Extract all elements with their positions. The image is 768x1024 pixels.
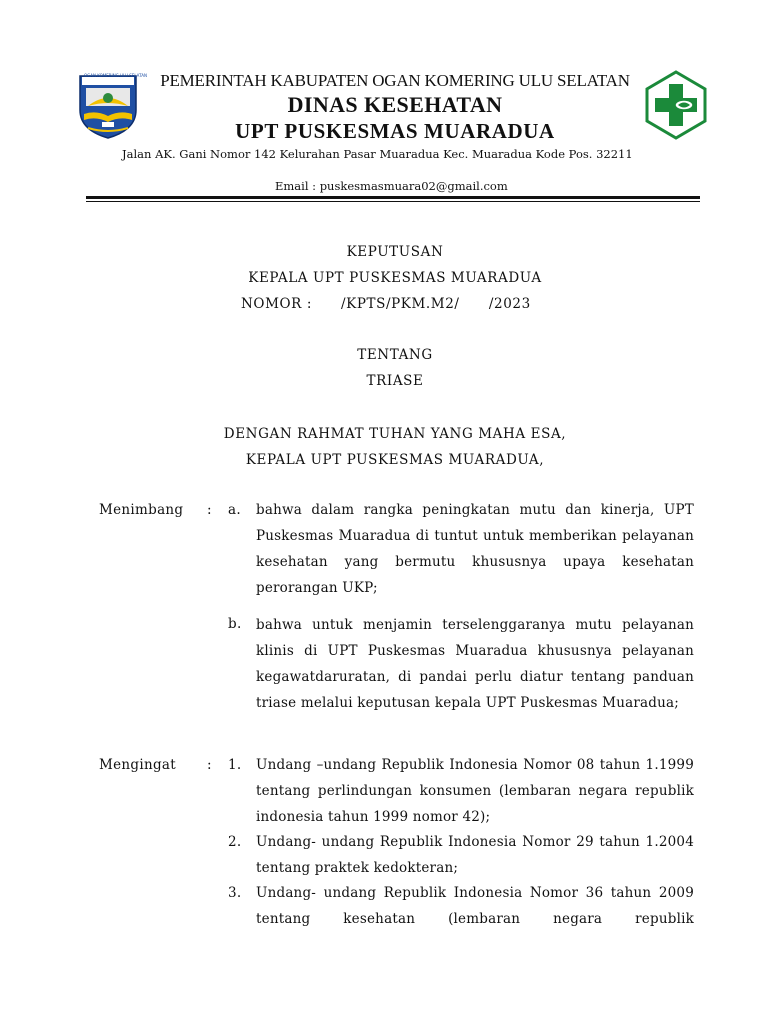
unit-name: UPT PUSKESMAS MUARADUA <box>235 119 555 143</box>
menimbang-marker-b: b. <box>228 616 242 632</box>
menimbang-colon: : <box>207 502 212 518</box>
number-value: /KPTS/PKM.M2/ /2023 <box>341 296 531 312</box>
mengingat-marker-2: 2. <box>228 834 242 850</box>
mengingat-item-1: Undang –undang Republik Indonesia Nomor 08 tahun 1.1999 tentang perlindungan konsumen (lembaran negara republik indonesia tahun 1999 nomor 42); <box>256 757 694 825</box>
mengingat-item-2: Undang- undang Republik Indonesia Nomor 29 tahun 1.2004 tentang praktek kedokteran; <box>256 834 694 876</box>
about-heading: TENTANG <box>357 347 433 363</box>
preamble-line-1: DENGAN RAHMAT TUHAN YANG MAHA ESA, <box>223 426 567 442</box>
letterhead-divider-thick <box>86 196 700 199</box>
mengingat-item-3: Undang- undang Republik Indonesia Nomor 36 tahun 2009 tentang kesehatan (lembaran negara republik <box>256 885 694 927</box>
menimbang-item-b: bahwa untuk menjamin terselenggaranya mutu pelayanan klinis di UPT Puskesmas Muaradua khususnya pelayanan kegawatdaruratan, di pandai perlu diatur tentang panduan triase melalui keputusan kepala UPT Puskesmas Muaradua; <box>256 617 694 711</box>
issuer-heading: KEPALA UPT PUSKESMAS MUARADUA <box>248 270 542 286</box>
mengingat-marker-1: 1. <box>228 757 242 773</box>
office-address: Jalan AK. Gani Nomor 142 Kelurahan Pasar Muaradua Kec. Muaradua Kode Pos. 32211 <box>122 147 633 161</box>
office-email: Email : puskesmasmuara02@gmail.com <box>275 179 508 193</box>
letterhead-divider-thin <box>86 201 700 202</box>
preamble-line-2: KEPALA UPT PUSKESMAS MUARADUA, <box>245 452 545 468</box>
menimbang-item-a: bahwa dalam rangka peningkatan mutu dan kinerja, UPT Puskesmas Muaradua di tuntut untuk memberikan pelayanan kesehatan yang bermutu khususnya upaya kesehatan perorangan UKP; <box>256 502 694 596</box>
government-name: PEMERINTAH KABUPATEN OGAN KOMERING ULU SELATAN <box>160 71 630 90</box>
mengingat-marker-3: 3. <box>228 885 242 901</box>
puskesmas-emblem-icon <box>645 70 707 140</box>
mengingat-label: Mengingat <box>99 757 176 773</box>
subject-heading: TRIASE <box>366 373 424 389</box>
left-logo-text: OGAN KOMERING ULU SELATAN <box>84 73 147 78</box>
menimbang-marker-a: a. <box>228 502 241 518</box>
menimbang-label: Menimbang <box>99 502 184 518</box>
department-name: DINAS KESEHATAN <box>287 92 503 117</box>
mengingat-colon: : <box>207 757 212 773</box>
number-label: NOMOR : <box>241 296 312 312</box>
decision-heading: KEPUTUSAN <box>346 244 444 260</box>
